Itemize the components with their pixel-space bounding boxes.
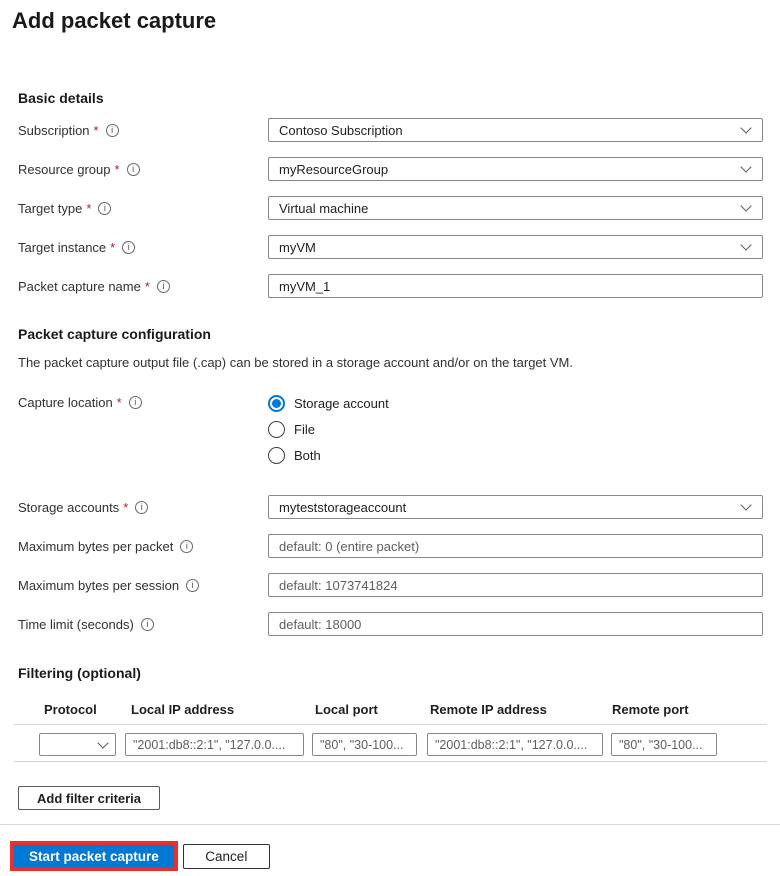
remote-port-input[interactable] xyxy=(611,733,717,756)
local-port-input[interactable] xyxy=(312,733,417,756)
resource-group-label: Resource group xyxy=(18,161,111,177)
required-asterisk: * xyxy=(123,499,129,515)
filter-table-row xyxy=(18,732,763,757)
max-bytes-packet-input[interactable] xyxy=(268,534,763,558)
target-type-dropdown[interactable] xyxy=(268,196,763,220)
packet-capture-name-input[interactable] xyxy=(268,274,763,298)
time-limit-label: Time limit (seconds) xyxy=(18,616,134,632)
form-panel xyxy=(0,90,780,871)
required-asterisk: * xyxy=(86,200,92,216)
target-type-row xyxy=(18,196,763,220)
info-icon[interactable]: i xyxy=(106,124,119,137)
chevron-down-icon xyxy=(740,122,751,133)
configuration-description: The packet capture output file (.cap) can be stored in a storage account and/or on the target VM. xyxy=(18,355,573,370)
radio-icon xyxy=(268,421,285,438)
info-icon[interactable]: i xyxy=(141,618,154,631)
basic-details-heading: Basic details xyxy=(18,90,104,106)
subscription-row xyxy=(18,118,763,142)
storage-accounts-value: myteststorageaccount xyxy=(279,499,407,515)
filtering-heading: Filtering (optional) xyxy=(18,665,141,681)
max-bytes-packet-label: Maximum bytes per packet xyxy=(18,538,174,554)
subscription-dropdown[interactable] xyxy=(268,118,763,142)
capture-location-label: Capture location xyxy=(18,395,113,410)
column-header-local-ip: Local IP address xyxy=(131,702,235,717)
radio-icon xyxy=(268,447,285,464)
info-icon[interactable]: i xyxy=(157,280,170,293)
required-asterisk: * xyxy=(93,122,99,138)
local-ip-input[interactable] xyxy=(125,733,304,756)
configuration-heading: Packet capture configuration xyxy=(18,326,211,342)
radio-label: Storage account xyxy=(294,395,389,411)
filter-table-header xyxy=(18,702,763,716)
radio-icon xyxy=(268,395,285,412)
radio-label: Both xyxy=(294,447,321,463)
cancel-button[interactable]: Cancel xyxy=(183,844,270,869)
target-type-label: Target type xyxy=(18,200,83,216)
column-header-local-port: Local port xyxy=(315,702,378,717)
info-icon[interactable]: i xyxy=(135,501,148,514)
resource-group-value: myResourceGroup xyxy=(279,161,389,177)
target-instance-row xyxy=(18,235,763,259)
target-type-value: Virtual machine xyxy=(279,200,369,216)
storage-accounts-row xyxy=(18,495,763,519)
radio-option-storage-account[interactable] xyxy=(268,393,763,413)
radio-option-file[interactable] xyxy=(268,419,763,439)
resource-group-row xyxy=(18,157,763,181)
time-limit-row xyxy=(18,612,763,636)
protocol-dropdown[interactable] xyxy=(39,733,116,756)
radio-label: File xyxy=(294,421,315,437)
target-instance-value: myVM xyxy=(279,239,316,255)
chevron-down-icon xyxy=(740,161,751,172)
required-asterisk: * xyxy=(116,395,122,410)
column-header-protocol: Protocol xyxy=(44,702,97,717)
info-icon[interactable]: i xyxy=(129,396,142,409)
max-bytes-session-label: Maximum bytes per session xyxy=(18,577,180,593)
subscription-label: Subscription xyxy=(18,122,90,138)
resource-group-dropdown[interactable] xyxy=(268,157,763,181)
footer-actions xyxy=(18,841,763,871)
max-bytes-session-row xyxy=(18,573,763,597)
column-header-remote-ip: Remote IP address xyxy=(430,702,547,717)
add-filter-criteria-button[interactable]: Add filter criteria xyxy=(18,786,160,810)
chevron-down-icon xyxy=(740,239,751,250)
capture-location-radio-group xyxy=(268,391,763,471)
subscription-value: Contoso Subscription xyxy=(279,122,403,138)
chevron-down-icon xyxy=(740,499,751,510)
page-title: Add packet capture xyxy=(12,8,217,33)
footer-divider xyxy=(0,824,780,825)
packet-capture-name-label: Packet capture name xyxy=(18,278,141,294)
max-bytes-packet-row xyxy=(18,534,763,558)
max-bytes-session-input[interactable] xyxy=(268,573,763,597)
required-asterisk: * xyxy=(114,161,120,177)
chevron-down-icon xyxy=(97,737,108,748)
table-divider xyxy=(14,724,767,725)
packet-capture-name-row xyxy=(18,274,763,298)
target-instance-label: Target instance xyxy=(18,239,107,255)
highlight-annotation-box xyxy=(10,841,178,871)
storage-accounts-dropdown[interactable] xyxy=(268,495,763,519)
storage-accounts-label: Storage accounts xyxy=(18,499,120,515)
info-icon[interactable]: i xyxy=(186,579,199,592)
radio-option-both[interactable] xyxy=(268,445,763,465)
required-asterisk: * xyxy=(110,239,116,255)
info-icon[interactable]: i xyxy=(180,540,193,553)
info-icon[interactable]: i xyxy=(122,241,135,254)
info-icon[interactable]: i xyxy=(98,202,111,215)
table-divider xyxy=(14,761,767,762)
time-limit-input[interactable] xyxy=(268,612,763,636)
remote-ip-input[interactable] xyxy=(427,733,603,756)
required-asterisk: * xyxy=(144,278,150,294)
chevron-down-icon xyxy=(740,200,751,211)
start-packet-capture-button[interactable]: Start packet capture xyxy=(14,845,174,867)
capture-location-row xyxy=(18,391,763,471)
info-icon[interactable]: i xyxy=(127,163,140,176)
column-header-remote-port: Remote port xyxy=(612,702,689,717)
target-instance-dropdown[interactable] xyxy=(268,235,763,259)
